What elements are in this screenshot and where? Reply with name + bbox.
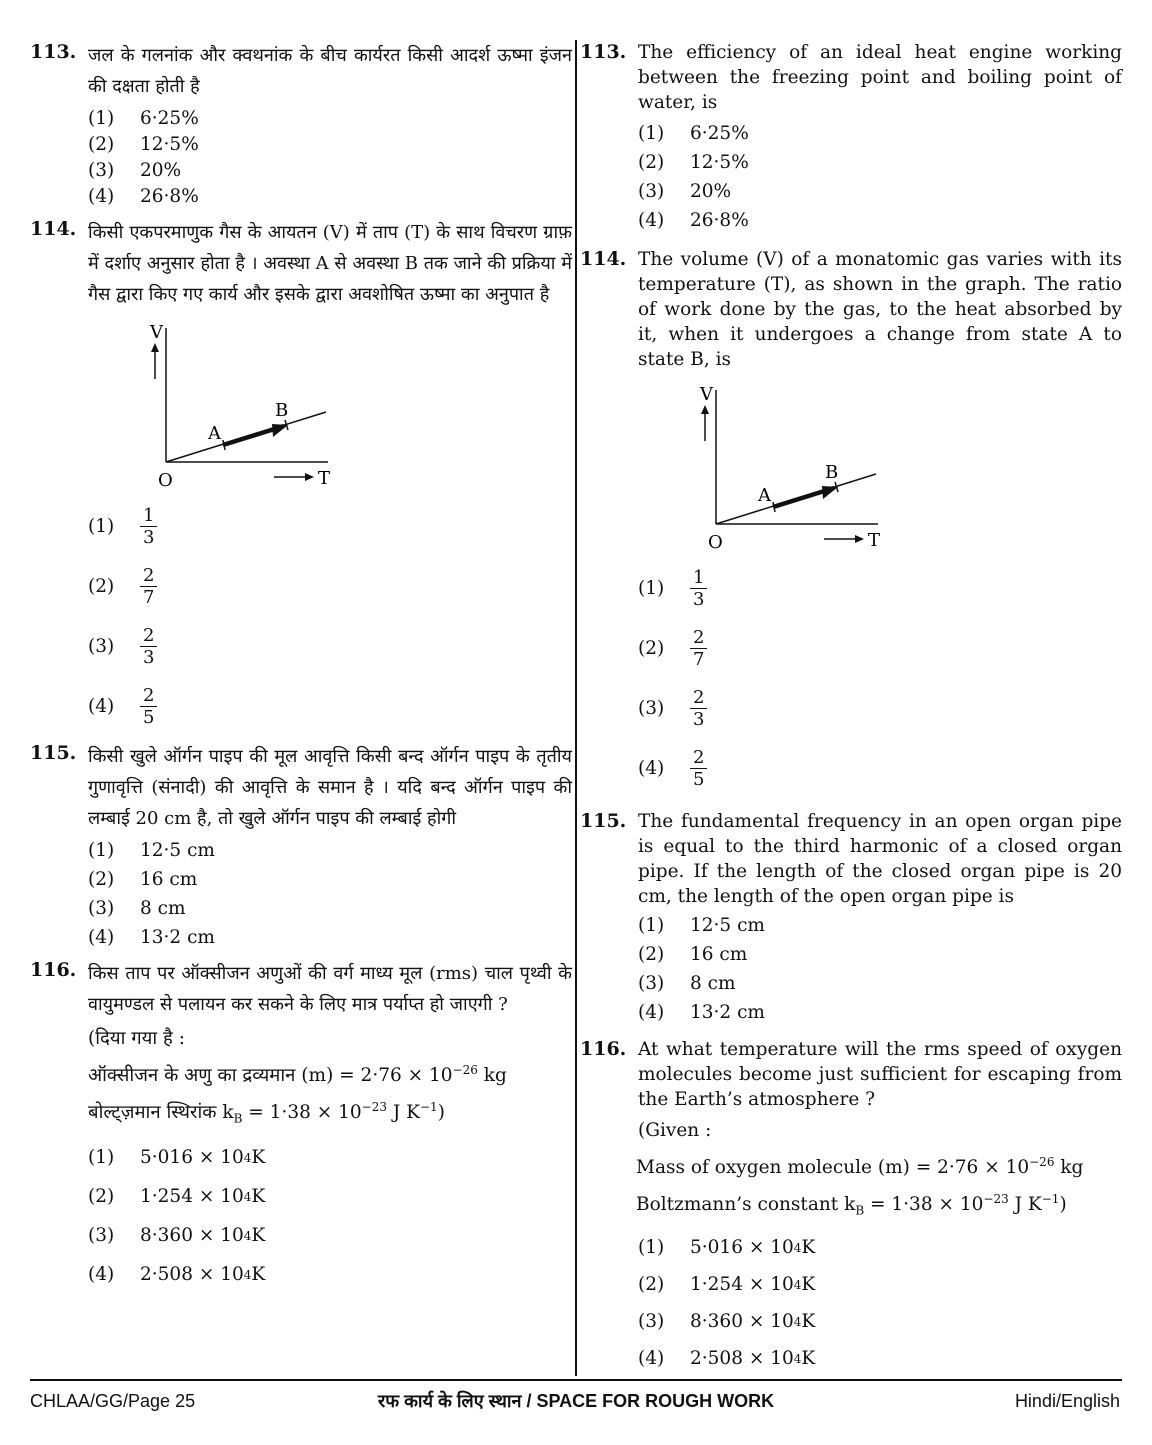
t-axis-label: T: [868, 530, 881, 551]
state-b-label: B: [275, 400, 289, 421]
option-4: (4) $\frac{2}{5}$: [88, 681, 572, 731]
option-2: (2) $\frac{2}{7}$: [638, 623, 1122, 673]
v-axis-label: V: [700, 384, 713, 405]
question-number: 116.: [30, 959, 77, 981]
language-label: Hindi/English: [1014, 1391, 1120, 1411]
footer-rule: [30, 1379, 1122, 1381]
column-divider: [575, 40, 577, 1376]
option-3: (3) 8 cm: [88, 898, 186, 919]
option-2: (2) 1·254 × 10 4 K: [638, 1274, 816, 1295]
question-text: किसी खुले ऑर्गन पाइप की मूल आवृत्ति किसी बन्द ऑर्गन पाइप के तृतीय गुणावृत्ति (संनादी) की आवृत्ति के समान है । यदि बन्द ऑर्गन पाइप की लम्बाई 20 cm है, तो खुले ऑर्गन पाइप की लम्बाई होगी: [88, 746, 572, 829]
option-1: (1) $\frac{1}{3}$: [88, 501, 572, 551]
option-4: (4) 2·508 × 10 4 K: [88, 1264, 266, 1285]
option-1: (1) 6·25%: [88, 108, 199, 129]
origin-label: O: [158, 470, 173, 491]
question-number: 114.: [580, 248, 627, 270]
question-113-english: [580, 40, 1122, 233]
question-text: जल के गलनांक और क्वथनांक के बीच कार्यरत किसी आदर्श ऊष्मा इंजन की दक्षता होती है: [88, 45, 572, 97]
option-1: (1) 5·016 × 10 4 K: [88, 1147, 266, 1168]
option-2: (2) 12·5%: [638, 152, 749, 173]
volume-temperature-graph: [148, 316, 378, 491]
question-113-hindi: [30, 40, 572, 209]
question-number: 113.: [30, 41, 77, 63]
option-3: (3) $\frac{2}{3}$: [638, 683, 1122, 733]
option-1: (1) 12·5 cm: [88, 840, 215, 861]
question-115-hindi: [30, 741, 572, 950]
option-2: (2) 12·5%: [88, 134, 199, 155]
question-116-hindi: [30, 958, 572, 1287]
given-mass: Mass of oxygen molecule $(m) = 2\cdot 76 \times 10^{-26}$ kg: [636, 1154, 1084, 1178]
option-2: (2) 16 cm: [88, 869, 198, 890]
option-2: (2) 1·254 × 10 4 K: [88, 1186, 266, 1207]
volume-temperature-graph: [698, 378, 928, 553]
page-code: CHLAA/GG/Page 25: [30, 1391, 196, 1411]
option-1: (1) 12·5 cm: [638, 915, 765, 936]
question-115-english: [580, 809, 1122, 1025]
state-b-label: B: [825, 462, 839, 483]
rough-work-label: रफ कार्य के लिए स्थान / SPACE FOR ROUGH WORK: [377, 1391, 775, 1411]
option-3: (3) $\frac{2}{3}$: [88, 621, 572, 671]
question-number: 113.: [580, 41, 627, 63]
option-3: (3) 8·360 × 10 4 K: [638, 1311, 816, 1332]
hindi-column: [30, 40, 572, 1295]
question-text: The fundamental frequency in an open organ pipe is equal to the third harmonic of a closed organ pipe. If the length of the closed organ pipe is 20 cm, the length of the open organ pipe is: [638, 811, 1122, 907]
t-axis-label: T: [318, 468, 331, 489]
state-a-label: A: [208, 423, 221, 444]
origin-label: O: [708, 532, 723, 553]
question-text: At what temperature will the rms speed of oxygen molecules become just sufficient for escaping from the Earth’s atmosphere ?: [638, 1039, 1122, 1110]
given-boltzmann: Boltzmann’s constant $k_B = 1\cdot 38 \times 10^{-23}$ J $K^{-1}$): [636, 1191, 1067, 1218]
option-3: (3) 8·360 × 10 4 K: [88, 1225, 266, 1246]
given-mass: ऑक्सीजन के अणु का द्रव्यमान $(m) = 2\cdot 76 \times 10^{-26}$ kg: [88, 1062, 507, 1086]
option-2: (2) $\frac{2}{7}$: [88, 561, 572, 611]
question-number: 116.: [580, 1038, 627, 1060]
english-column: [580, 40, 1122, 1379]
option-4: (4) 26·8%: [88, 186, 199, 207]
question-114-hindi: [30, 217, 572, 731]
option-2: (2) 16 cm: [638, 944, 748, 965]
question-number: 115.: [30, 742, 77, 764]
given-heading: (दिया गया है :: [88, 1028, 185, 1049]
option-1: (1) $\frac{1}{3}$: [638, 563, 1122, 613]
option-3: (3) 20%: [638, 181, 732, 202]
option-3: (3) 8 cm: [638, 973, 736, 994]
question-text: The efficiency of an ideal heat engine working between the freezing point and boiling point of water, is: [638, 42, 1122, 113]
option-4: (4) 13·2 cm: [88, 927, 215, 948]
option-4: (4) $\frac{2}{5}$: [638, 743, 1122, 793]
question-116-english: [580, 1037, 1122, 1371]
question-text: किस ताप पर ऑक्सीजन अणुओं की वर्ग माध्य मूल (rms) चाल पृथ्वी के वायुमण्डल से पलायन कर सकने के लिए मात्र पर्याप्त हो जाएगी ?: [88, 963, 572, 1015]
question-114-english: [580, 247, 1122, 793]
question-number: 114.: [30, 218, 77, 240]
question-number: 115.: [580, 810, 627, 832]
question-text: The volume (V) of a monatomic gas varies with its temperature (T), as shown in the graph. The ratio of work done by the gas, to the heat absorbed by it, when it undergoes a change from state A to state B, is: [638, 249, 1122, 370]
option-1: (1) 6·25%: [638, 123, 749, 144]
given-heading: (Given :: [638, 1120, 712, 1141]
question-text: किसी एकपरमाणुक गैस के आयतन (V) में ताप (T) के साथ विचरण ग्राफ़ में दर्शाए अनुसार होता है । अवस्था A से अवस्था B तक जाने की प्रक्रिया में गैस द्वारा किए गए कार्य और इसके द्वारा अवशोषित ऊष्मा का अनुपात है: [88, 222, 572, 305]
option-4: (4) 13·2 cm: [638, 1002, 765, 1023]
v-axis-label: V: [150, 322, 163, 343]
given-boltzmann: बोल्ट्ज़मान स्थिरांक $k_B = 1\cdot 38 \times 10^{-23}$ J $K^{-1}$): [88, 1099, 445, 1126]
option-3: (3) 20%: [88, 160, 182, 181]
option-1: (1) 5·016 × 10 4 K: [638, 1237, 816, 1258]
state-a-label: A: [758, 485, 771, 506]
option-4: (4) 2·508 × 10 4 K: [638, 1348, 816, 1369]
option-4: (4) 26·8%: [638, 210, 749, 231]
